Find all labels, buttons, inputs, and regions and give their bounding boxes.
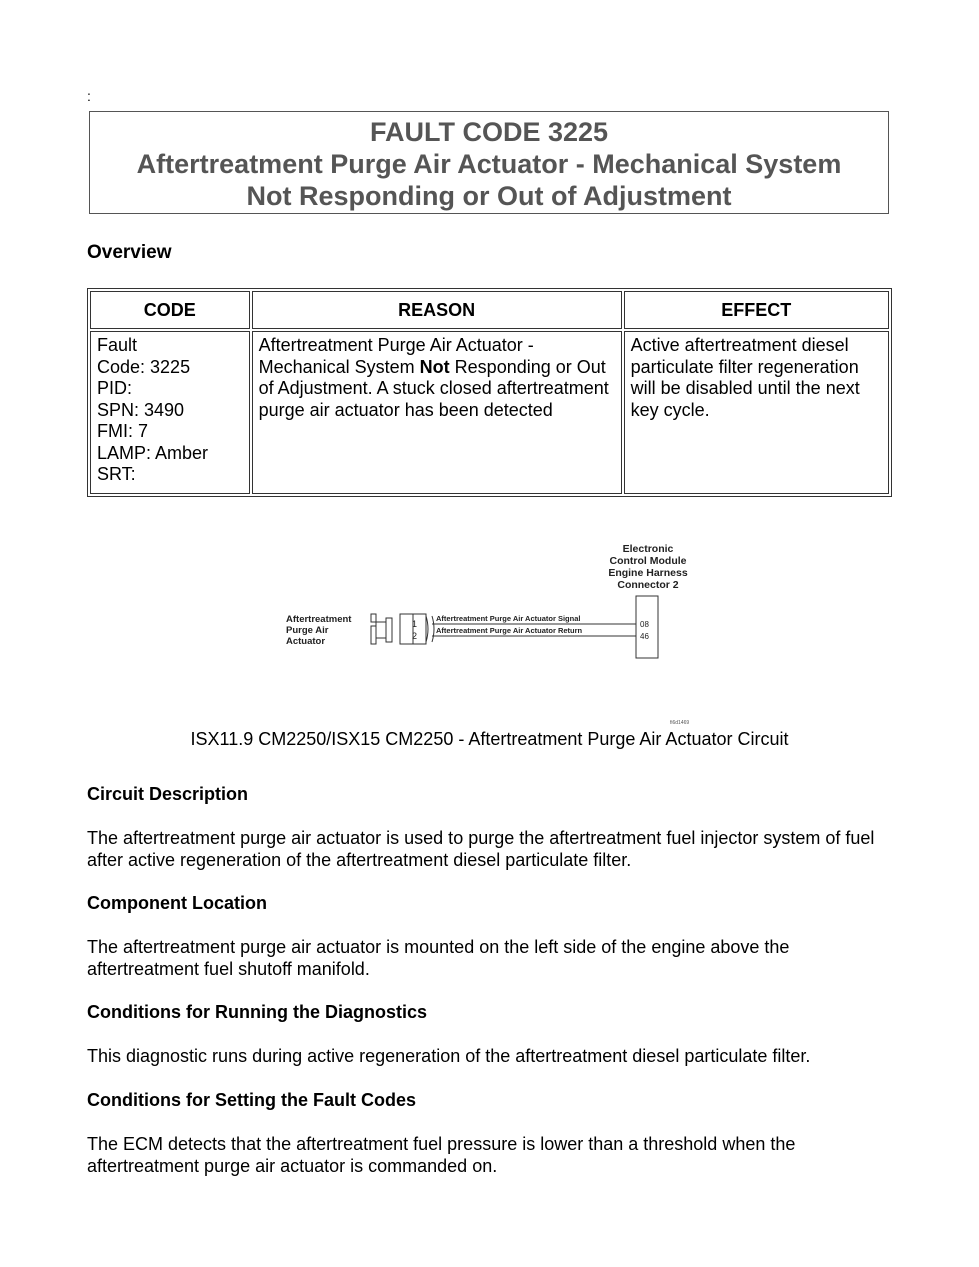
ecm-label-line: Engine Harness <box>608 567 688 579</box>
code-line: Fault <box>97 335 138 355</box>
code-line: LAMP: Amber <box>97 442 209 463</box>
running-diagnostics-heading: Conditions for Running the Diagnostics <box>87 1002 427 1022</box>
component-location-heading: Component Location <box>87 893 267 913</box>
fault-title-line-2: Aftertreatment Purge Air Actuator - Mechanical System <box>136 149 842 179</box>
effect-cell: Active aftertreatment diesel particulate filter regeneration will be disabled until the next key cycle. <box>624 331 889 494</box>
overview-heading: Overview <box>87 242 172 263</box>
actuator-label-line: Actuator <box>286 636 326 647</box>
table-row <box>90 331 889 494</box>
code-line: FMI: 7 <box>97 421 149 441</box>
code-line: PID: <box>97 378 133 398</box>
reason-text: Aftertreatment Purge Air Actuator - Mechanical System <box>258 335 534 377</box>
code-line: SRT: <box>97 464 136 484</box>
circuit-description-text: The aftertreatment purge air actuator is used to purge the aftertreatment fuel injector system of fuel after active regeneration of the aftertreatment diesel particulate filter. <box>87 828 875 870</box>
pin-2-label: 2 <box>412 631 418 641</box>
ecm-label-line: Connector 2 <box>617 579 679 591</box>
ecm-label-line: Electronic <box>622 543 674 555</box>
actuator-label-line: Purge Air <box>286 625 329 636</box>
reason-cell <box>252 331 622 494</box>
header-reason: REASON <box>252 291 622 329</box>
component-location-text: The aftertreatment purge air actuator is mounted on the left side of the engine above the aftertreatment fuel shutoff manifold. <box>87 937 790 979</box>
running-diagnostics-text: This diagnostic runs during active regeneration of the aftertreatment diesel particulate filter. <box>87 1046 811 1066</box>
fault-title-line-3: Not Responding or Out of Adjustment <box>246 181 732 211</box>
pin-1-label: 1 <box>412 619 418 629</box>
circuit-description-heading: Circuit Description <box>87 784 249 804</box>
code-cell <box>90 331 250 494</box>
reason-bold-not: Not <box>419 356 450 377</box>
reason-text-end: Responding or Out of Adjustment. A stuck closed aftertreatment purge air actuator has been detected <box>258 356 609 420</box>
signal-wire-label: Aftertreatment Purge Air Actuator Signal <box>436 614 581 623</box>
header-code: CODE <box>90 291 250 329</box>
return-wire-label: Aftertreatment Purge Air Actuator Return <box>436 626 583 635</box>
header-effect: EFFECT <box>624 291 889 329</box>
leading-colon: : <box>87 88 91 104</box>
table-header-row <box>90 291 889 329</box>
code-line: Code: 3225 <box>97 356 191 377</box>
actuator-connector <box>371 614 434 644</box>
ecm-pin-08: 08 <box>640 620 649 629</box>
actuator-label-line: Aftertreatment <box>286 614 352 625</box>
code-line: SPN: 3490 <box>97 399 185 420</box>
setting-fault-codes-text: The ECM detects that the aftertreatment fuel pressure is lower than a threshold when the aftertreatment purge air actuator is commanded on. <box>87 1134 796 1176</box>
figure-caption: ISX11.9 CM2250/ISX15 CM2250 - Aftertreatment Purge Air Actuator Circuit <box>190 729 789 749</box>
ecm-pin-46: 46 <box>640 632 649 641</box>
setting-fault-codes-heading: Conditions for Setting the Fault Codes <box>87 1090 416 1110</box>
fault-title-box <box>89 111 889 214</box>
fault-table <box>87 288 892 497</box>
fault-code-title: FAULT CODE 3225 <box>369 117 609 147</box>
circuit-diagram <box>280 538 720 728</box>
ecm-label-line: Control Module <box>609 555 687 567</box>
figure-id: fi6d1469 <box>670 720 690 726</box>
